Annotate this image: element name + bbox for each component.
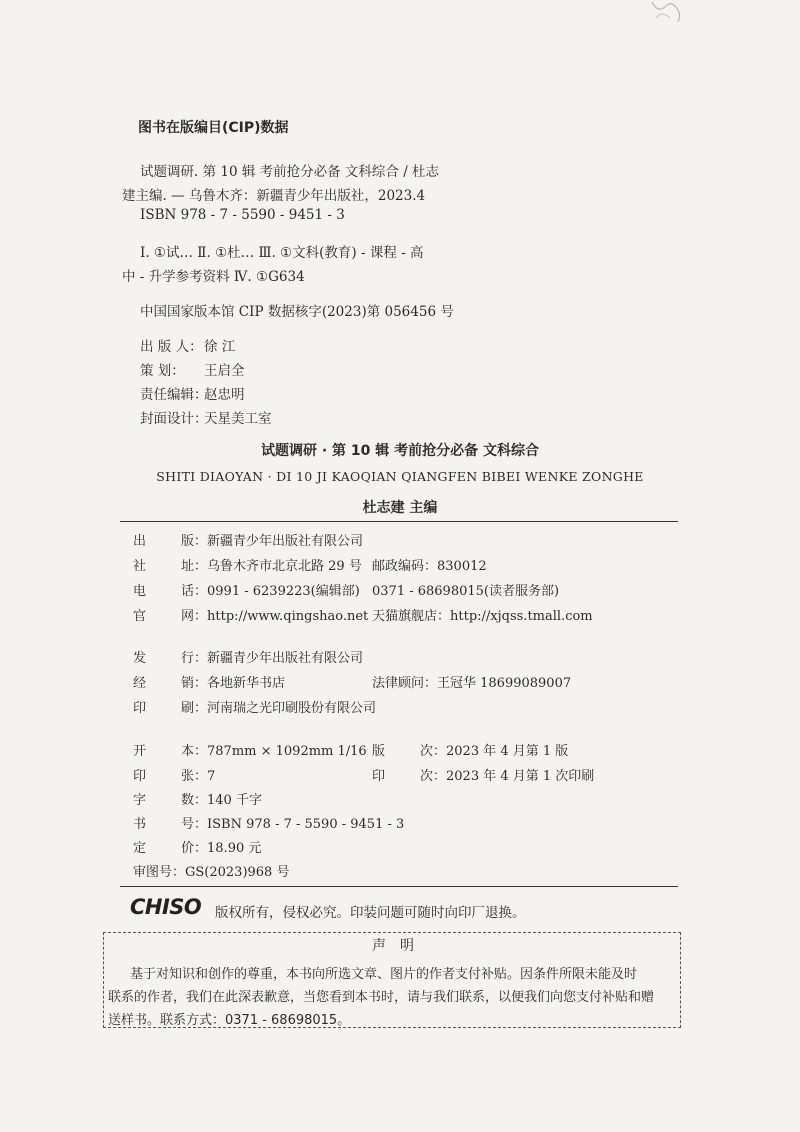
book-title-pinyin: SHITI DIAOYAN · DI 10 JI KAOQIAN QIANGFEN BIBEI WENKE ZONGHE [156, 469, 644, 484]
cip-line-2: 建主编. — 乌鲁木齐：新疆青少年出版社，2023.4 [122, 188, 426, 204]
declaration-line-1: 基于对知识和创作的尊重，本书向所选文章、图片的作者支付补贴。因条件所限未能及时 [130, 967, 638, 982]
staff-label: 封面设计： [140, 411, 208, 427]
chief-editor: 杜志建 主编 [362, 500, 438, 516]
info-printer: 印 刷：河南瑞之光印刷股份有限公司 [133, 701, 377, 716]
cip-data-number: 中国国家版本馆 CIP 数据核字(2023)第 056456 号 [140, 304, 454, 320]
info-map-approval: 审图号：GS(2023)968 号 [133, 865, 290, 880]
info-website: 官 网：http://www.qingshao.net [133, 609, 369, 624]
info-postcode: 邮政编码：830012 [372, 559, 487, 574]
info-printing: 印 次：2023 年 4 月第 1 次印刷 [372, 769, 595, 784]
staff-publisher [140, 335, 235, 355]
info-service-phone: 0371 - 68698015(读者服务部) [372, 584, 560, 599]
info-price: 定 价：18.90 元 [133, 841, 262, 856]
cip-line-isbn: ISBN 978 - 7 - 5590 - 9451 - 3 [140, 207, 345, 223]
info-address: 社 址：乌鲁木齐市北京北路 29 号 [133, 559, 362, 574]
staff-value: 王启全 [204, 363, 245, 379]
staff-cover-design [140, 407, 272, 427]
staff-label: 出 版 人： [140, 339, 203, 355]
chiso-logo: CHISO [130, 895, 202, 919]
declaration-title: 声明 [372, 938, 428, 954]
staff-value: 天星美工室 [204, 411, 272, 427]
info-format: 开 本：787mm × 1092mm 1/16 [133, 744, 367, 759]
info-word-count: 字 数：140 千字 [133, 793, 262, 808]
declaration-line-3: 送样书。联系方式：0371 - 68698015。 [108, 1013, 351, 1028]
info-edition: 版 次：2023 年 4 月第 1 版 [372, 744, 569, 759]
info-seller: 经 销：各地新华书店 [133, 676, 286, 691]
staff-value: 赵忠明 [204, 387, 245, 403]
book-title: 试题调研 · 第 10 辑 考前抢分必备 文科综合 [260, 443, 540, 459]
cip-line-4: Ⅰ. ①试… Ⅱ. ①杜… Ⅲ. ①文科(教育) - 课程 - 高 [140, 245, 424, 261]
cip-line-5: 中 - 升学参考资料 Ⅳ. ①G634 [122, 269, 305, 285]
cip-heading: 图书在版编目(CIP)数据 [138, 120, 289, 136]
info-distributor: 发 行：新疆青少年出版社有限公司 [133, 651, 364, 666]
info-phone: 电 话：0991 - 6239223(编辑部) [133, 584, 360, 599]
staff-label: 策 划： [140, 363, 185, 379]
info-legal-counsel: 法律顾问：王冠华 18699089007 [372, 676, 572, 691]
corner-ornament-icon [648, 0, 684, 26]
info-sheets: 印 张：7 [133, 769, 216, 784]
divider-top [120, 521, 678, 522]
info-publisher: 出 版：新疆青少年出版社有限公司 [133, 534, 364, 549]
copyright-notice: 版权所有，侵权必究。印装问题可随时向印厂退换。 [215, 905, 526, 921]
divider-bottom [120, 886, 678, 887]
declaration-line-2: 联系的作者，我们在此深表歉意，当您看到本书时，请与我们联系，以便我们向您支付补贴和赠 [108, 990, 655, 1005]
staff-planner [140, 359, 245, 379]
info-isbn: 书 号：ISBN 978 - 7 - 5590 - 9451 - 3 [133, 817, 405, 832]
cip-line-1: 试题调研. 第 10 辑 考前抢分必备 文科综合 / 杜志 [140, 164, 440, 180]
staff-editor [140, 383, 245, 403]
info-tmall-store: 天猫旗舰店：http://xjqss.tmall.com [372, 609, 593, 624]
staff-label: 责任编辑： [140, 387, 208, 403]
staff-value: 徐 江 [204, 339, 236, 355]
